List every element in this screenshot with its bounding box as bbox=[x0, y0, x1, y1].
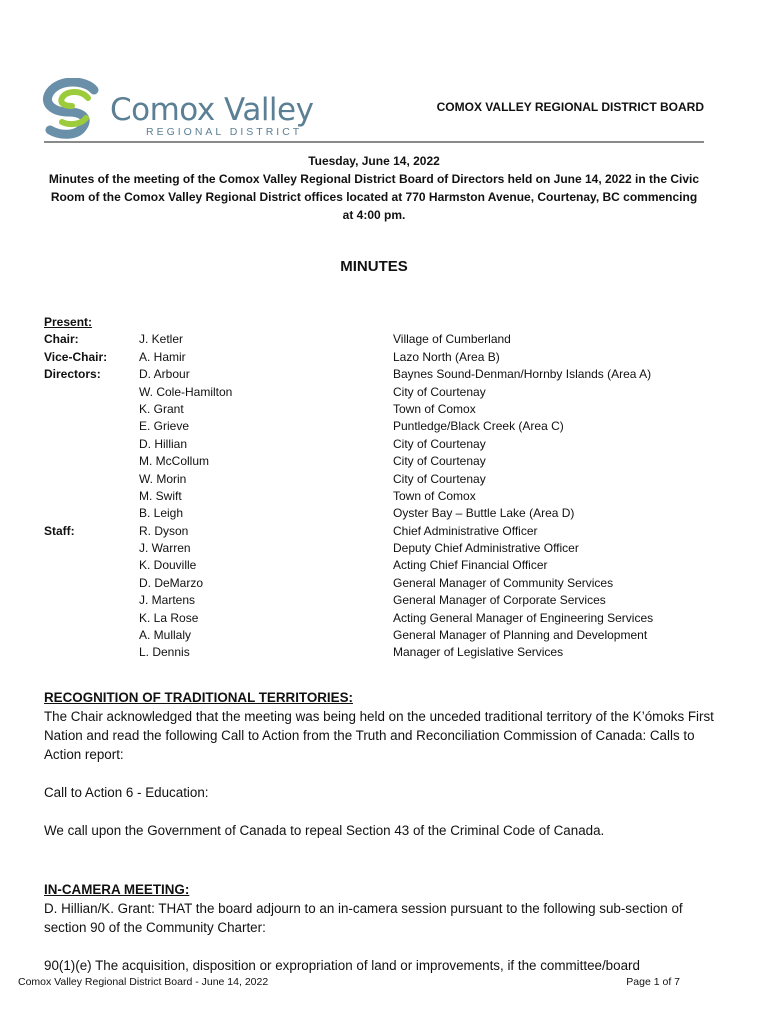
attendee-role: Directors: bbox=[44, 367, 101, 382]
attendance-row bbox=[44, 384, 724, 401]
board-title: COMOX VALLEY REGIONAL DISTRICT BOARD bbox=[436, 100, 704, 114]
attendance-row bbox=[44, 644, 724, 661]
meeting-description: Minutes of the meeting of the Comox Valley Regional District Board of Directors held on June 14, 2022 in the Civic Room of the Comox Valley Regional District offices located at 770 Harmston Avenue, Courtenay, BC commencing at 4:00 pm. bbox=[48, 172, 700, 222]
attendee-role bbox=[44, 644, 139, 661]
attendee-name: D. Hillian bbox=[139, 436, 188, 451]
logo-name: Comox Valley bbox=[110, 92, 314, 128]
attendance-row bbox=[44, 401, 724, 418]
attendee-title: General Manager of Corporate Services bbox=[393, 593, 606, 608]
attendee-role bbox=[44, 384, 139, 401]
attendance-row bbox=[44, 436, 724, 453]
attendee-title: Oyster Bay – Buttle Lake (Area D) bbox=[393, 506, 575, 521]
attendance-row bbox=[44, 557, 724, 574]
attendee-title: City of Courtenay bbox=[393, 384, 486, 399]
attendee-title: Acting General Manager of Engineering Services bbox=[393, 610, 654, 625]
attendee-name: W. Cole-Hamilton bbox=[139, 384, 233, 399]
attendee-name: K. Grant bbox=[139, 401, 184, 416]
attendee-title: Town of Comox bbox=[393, 401, 476, 416]
header-divider bbox=[44, 141, 704, 143]
attendee-title: City of Courtenay bbox=[393, 436, 486, 451]
attendee-title: General Manager of Planning and Development bbox=[393, 628, 648, 643]
attendee-role bbox=[44, 401, 139, 418]
attendance-row bbox=[44, 331, 724, 348]
attendance-row bbox=[44, 505, 724, 522]
attendee-title: Chief Administrative Officer bbox=[393, 523, 538, 538]
attendee-title: Town of Comox bbox=[393, 488, 476, 503]
attendee-role bbox=[44, 488, 139, 505]
attendee-role: Vice-Chair: bbox=[44, 349, 108, 364]
attendee-name: R. Dyson bbox=[139, 523, 189, 538]
attendee-name: J. Warren bbox=[139, 541, 191, 556]
attendance-rows bbox=[44, 331, 724, 661]
attendance-row bbox=[44, 627, 724, 644]
attendee-role bbox=[44, 471, 139, 488]
attendee-role bbox=[44, 436, 139, 453]
call-to-action-text: We call upon the Government of Canada to repeal Section 43 of the Criminal Code of Canada. bbox=[44, 823, 605, 838]
attendee-title: Manager of Legislative Services bbox=[393, 645, 564, 660]
attendance-row bbox=[44, 471, 724, 488]
attendee-role bbox=[44, 505, 139, 522]
attendee-role bbox=[44, 418, 139, 435]
attendance-row bbox=[44, 488, 724, 505]
attendance-row bbox=[44, 592, 724, 609]
attendee-name: M. Swift bbox=[139, 488, 182, 503]
recognition-section bbox=[44, 688, 724, 840]
attendee-name: J. Martens bbox=[139, 593, 196, 608]
attendee-role: Staff: bbox=[44, 523, 75, 538]
attendee-title: Puntledge/Black Creek (Area C) bbox=[393, 419, 564, 434]
attendance-row bbox=[44, 575, 724, 592]
recognition-heading: RECOGNITION OF TRADITIONAL TERRITORIES: bbox=[44, 690, 353, 705]
attendee-title: City of Courtenay bbox=[393, 454, 486, 469]
attendee-title: Deputy Chief Administrative Officer bbox=[393, 541, 579, 556]
call-to-action-title: Call to Action 6 - Education: bbox=[44, 785, 209, 800]
attendance-row bbox=[44, 540, 724, 557]
attendee-name: K. Douville bbox=[139, 558, 197, 573]
cvrd-logo bbox=[42, 78, 314, 140]
attendee-role bbox=[44, 592, 139, 609]
attendee-role: Chair: bbox=[44, 332, 79, 347]
footer-page-number: Page 1 of 7 bbox=[626, 976, 680, 988]
meeting-info bbox=[44, 152, 704, 224]
attendee-title: General Manager of Community Services bbox=[393, 575, 614, 590]
recognition-text: The Chair acknowledged that the meeting was being held on the unceded traditional territory of the K’ómoks First Nation and read the following Call to Action from the Truth and Reconciliation Commission of Canada: Calls to Action report: bbox=[44, 709, 714, 762]
attendee-role bbox=[44, 557, 139, 574]
footer-title: Comox Valley Regional District Board - June 14, 2022 bbox=[18, 976, 269, 988]
attendee-name: A. Mullaly bbox=[139, 628, 192, 643]
attendee-role bbox=[44, 627, 139, 644]
attendee-name: A. Hamir bbox=[139, 349, 186, 364]
attendee-name: E. Grieve bbox=[139, 419, 190, 434]
attendee-name: B. Leigh bbox=[139, 506, 184, 521]
attendee-name: M. McCollum bbox=[139, 454, 210, 469]
attendee-title: Village of Cumberland bbox=[393, 332, 511, 347]
attendance-row bbox=[44, 349, 724, 366]
attendee-role bbox=[44, 575, 139, 592]
attendee-title: Baynes Sound-Denman/Hornby Islands (Area A) bbox=[393, 367, 652, 382]
attendance-row bbox=[44, 610, 724, 627]
attendee-name: L. Dennis bbox=[139, 645, 190, 660]
attendance-row bbox=[44, 418, 724, 435]
attendee-name: K. La Rose bbox=[139, 610, 199, 625]
attendee-name: D. Arbour bbox=[139, 367, 190, 382]
attendee-title: Acting Chief Financial Officer bbox=[393, 558, 548, 573]
attendance-row bbox=[44, 523, 724, 540]
attendance-list bbox=[44, 314, 724, 662]
attendee-name: J. Ketler bbox=[139, 332, 184, 347]
minutes-heading: MINUTES bbox=[340, 258, 408, 275]
attendee-role bbox=[44, 610, 139, 627]
attendance-row bbox=[44, 453, 724, 470]
logo-swirl-icon bbox=[42, 78, 104, 140]
in-camera-clause: 90(1)(e) The acquisition, disposition or expropriation of land or improvements, if the committee/board bbox=[44, 958, 640, 973]
attendee-name: W. Morin bbox=[139, 471, 187, 486]
attendee-name: D. DeMarzo bbox=[139, 575, 204, 590]
in-camera-motion: D. Hillian/K. Grant: THAT the board adjourn to an in-camera session pursuant to the following sub-section of section 90 of the Community Charter: bbox=[44, 901, 683, 935]
attendee-role bbox=[44, 540, 139, 557]
attendee-role bbox=[44, 453, 139, 470]
meeting-date: Tuesday, June 14, 2022 bbox=[308, 154, 440, 168]
attendance-row bbox=[44, 366, 724, 383]
in-camera-heading: IN-CAMERA MEETING: bbox=[44, 882, 190, 897]
present-label: Present: bbox=[44, 315, 93, 329]
attendee-title: Lazo North (Area B) bbox=[393, 349, 500, 364]
attendee-title: City of Courtenay bbox=[393, 471, 486, 486]
logo-subtitle: REGIONAL DISTRICT bbox=[146, 126, 303, 138]
in-camera-section bbox=[44, 880, 724, 975]
